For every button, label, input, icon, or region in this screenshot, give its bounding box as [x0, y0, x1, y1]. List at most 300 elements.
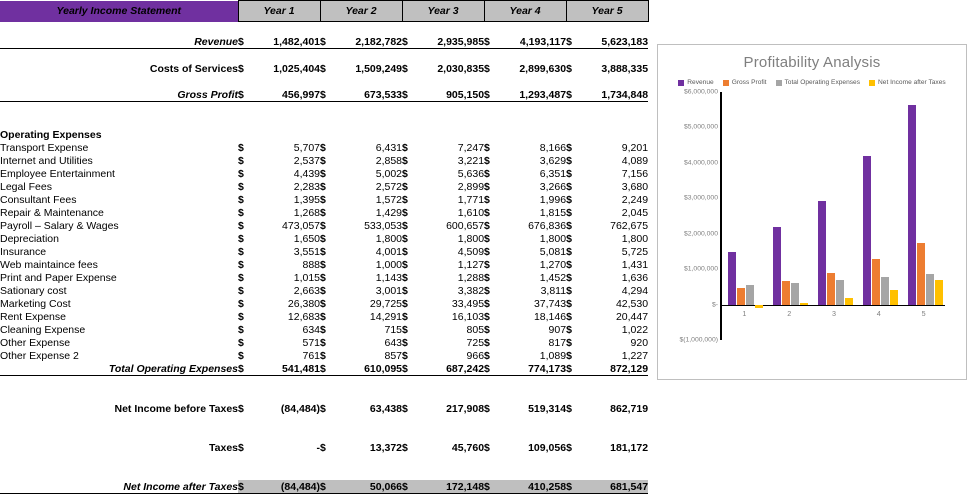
statement-value: 4,193,117 [498, 35, 566, 49]
bar-4-series-0 [863, 156, 871, 305]
statement-value: 410,258 [498, 480, 566, 494]
currency-symbol: $ [566, 141, 572, 154]
bar-group-2 [769, 92, 809, 340]
bar-2-series-1 [782, 281, 790, 305]
statement-value: 3,266 [539, 180, 567, 193]
currency-symbol: $ [320, 35, 334, 49]
statement-value: 805 [466, 323, 485, 336]
legend-item-3 [869, 79, 946, 86]
statement-value: 456,997 [252, 88, 320, 102]
row-expense-10 [0, 271, 648, 284]
row-expense-14 [0, 323, 648, 336]
currency-symbol: $ [238, 193, 244, 206]
statement-value: 2,045 [621, 206, 649, 219]
row-label: Web maintaince fees [0, 258, 98, 271]
statement-value: 966 [466, 349, 485, 362]
x-tick-label: 1 [742, 308, 747, 318]
statement-value: 3,629 [539, 154, 567, 167]
currency-symbol: $ [402, 167, 408, 180]
statement-value: 1,452 [539, 271, 567, 284]
row-label: Rent Expense [0, 310, 66, 323]
statement-value: 2,537 [293, 154, 321, 167]
statement-value: 1,000 [375, 258, 403, 271]
currency-symbol: $ [238, 323, 244, 336]
row-label: Total Operating Expenses [0, 362, 238, 376]
row-expense-9 [0, 258, 648, 271]
row-label: Other Expense 2 [0, 349, 79, 362]
currency-symbol: $ [566, 284, 572, 297]
statement-value: 907 [548, 323, 567, 336]
currency-symbol: $ [484, 480, 498, 494]
currency-symbol: $ [402, 141, 408, 154]
profitability-chart-panel [657, 44, 967, 380]
currency-symbol: $ [484, 271, 490, 284]
bar-5-series-3 [935, 280, 943, 304]
statement-value: 7,247 [457, 141, 485, 154]
currency-symbol: $ [238, 141, 244, 154]
currency-symbol: $ [566, 62, 572, 75]
currency-symbol: $ [402, 88, 416, 102]
currency-symbol: $ [238, 219, 244, 232]
x-tick-label: 2 [787, 308, 792, 318]
currency-symbol: $ [484, 323, 490, 336]
currency-symbol: $ [566, 402, 572, 415]
row-label: Net Income before Taxes [114, 402, 238, 415]
row-label: Other Expense [0, 336, 71, 349]
statement-value: 1,025,404 [273, 62, 321, 75]
statement-value: 1,431 [621, 258, 649, 271]
y-tick-label: $2,000,000 [683, 230, 718, 238]
currency-symbol: $ [566, 441, 572, 454]
row-operating-expenses-header [0, 128, 648, 141]
currency-symbol: $ [402, 258, 408, 271]
year-header-1[interactable]: Year 1 [238, 1, 320, 22]
statement-value: 715 [384, 323, 403, 336]
statement-value: 1,800 [539, 232, 567, 245]
statement-value: 673,533 [334, 88, 402, 102]
currency-symbol: $ [484, 141, 490, 154]
currency-symbol: $ [238, 480, 252, 494]
statement-value: 3,811 [540, 284, 567, 297]
chart-plot-area [658, 88, 966, 347]
chart-x-axis-labels [722, 309, 946, 318]
currency-symbol: $ [238, 154, 244, 167]
bar-2-series-3 [800, 303, 808, 305]
statement-value: 1,089 [539, 349, 567, 362]
statement-value: 172,148 [416, 480, 484, 494]
statement-value: 519,314 [528, 402, 567, 415]
statement-value: 42,530 [615, 297, 649, 310]
statement-value: 725 [466, 336, 485, 349]
statement-value: 4,001 [375, 245, 403, 258]
statement-value: 762,675 [610, 219, 649, 232]
row-label: Depreciation [0, 232, 59, 245]
statement-value: 1,227 [621, 349, 649, 362]
statement-value: 1,734,848 [580, 88, 648, 102]
statement-value: 13,372 [369, 441, 403, 454]
statement-value: 610,095 [334, 362, 402, 376]
y-tick-label: $3,000,000 [683, 194, 718, 202]
statement-value: 16,103 [451, 310, 485, 323]
y-tick-label: $(1,000,000) [679, 336, 718, 344]
currency-symbol: $ [402, 297, 408, 310]
currency-symbol: $ [238, 271, 244, 284]
y-tick-label: $6,000,000 [683, 88, 718, 96]
row-label: Print and Paper Expense [0, 271, 117, 284]
currency-symbol: $ [484, 62, 490, 75]
currency-symbol: $ [484, 336, 490, 349]
statement-value: 1,815 [539, 206, 567, 219]
currency-symbol: $ [402, 336, 408, 349]
y-tick-label: $4,000,000 [683, 159, 718, 167]
page-title: Yearly Income Statement [0, 1, 238, 22]
currency-symbol: $ [320, 219, 326, 232]
statement-value: (84,484) [252, 480, 320, 494]
currency-symbol: $ [320, 167, 326, 180]
legend-label: Net Income after Taxes [878, 79, 946, 86]
legend-swatch [723, 80, 729, 86]
year-header-5[interactable]: Year 5 [566, 1, 648, 22]
statement-value: 1,572 [375, 193, 403, 206]
section-heading: Operating Expenses [0, 128, 102, 141]
x-tick-label: 4 [876, 308, 881, 318]
bar-2-series-2 [791, 283, 799, 305]
statement-value: 3,680 [621, 180, 649, 193]
y-tick-label: $5,000,000 [683, 123, 718, 131]
statement-value: 1,429 [375, 206, 403, 219]
spacer [0, 22, 648, 36]
row-label: Insurance [0, 245, 47, 258]
statement-value: 533,053 [364, 219, 403, 232]
currency-symbol: $ [238, 88, 252, 102]
statement-value: 1,800 [621, 232, 649, 245]
statement-header-row [0, 1, 648, 22]
row-expense-7 [0, 232, 648, 245]
currency-symbol: $ [320, 154, 326, 167]
statement-value: 5,081 [539, 245, 567, 258]
statement-value: 3,221 [457, 154, 485, 167]
row-label: Cleaning Expense [0, 323, 86, 336]
currency-symbol: $ [566, 245, 572, 258]
bar-3-series-2 [836, 280, 844, 304]
statement-value: 1,395 [293, 193, 321, 206]
y-tick-label: $1,000,000 [683, 265, 718, 273]
currency-symbol: $ [238, 180, 244, 193]
statement-value: (84,484) [280, 402, 321, 415]
statement-value: 600,657 [446, 219, 485, 232]
statement-value: 20,447 [615, 310, 649, 323]
currency-symbol: $ [566, 180, 572, 193]
currency-symbol: $ [402, 284, 408, 297]
statement-value: 920 [630, 336, 649, 349]
bar-4-series-3 [890, 290, 898, 305]
statement-value: 1,800 [375, 232, 403, 245]
currency-symbol: $ [320, 62, 326, 75]
statement-value: 2,249 [621, 193, 649, 206]
currency-symbol: $ [566, 480, 580, 494]
row-revenue [0, 35, 648, 49]
currency-symbol: $ [484, 193, 490, 206]
statement-value: 5,623,183 [580, 35, 648, 49]
x-tick-label: 5 [921, 308, 926, 318]
bar-4-series-1 [872, 259, 880, 305]
row-total-operating-expenses [0, 362, 648, 376]
currency-symbol: $ [320, 349, 326, 362]
currency-symbol: $ [320, 245, 326, 258]
currency-symbol: $ [484, 402, 490, 415]
statement-value: 817 [548, 336, 567, 349]
statement-value: 1,509,249 [355, 62, 403, 75]
bar-1-series-0 [728, 252, 736, 305]
statement-value: 857 [384, 349, 403, 362]
legend-label: Gross Profit [731, 79, 767, 86]
row-expense-13 [0, 310, 648, 323]
currency-symbol: $ [484, 297, 490, 310]
currency-symbol: $ [484, 206, 490, 219]
statement-value: 4,509 [457, 245, 485, 258]
currency-symbol: $ [238, 232, 244, 245]
currency-symbol: $ [402, 441, 408, 454]
row-expense-2 [0, 167, 648, 180]
statement-value: 1,015 [293, 271, 321, 284]
currency-symbol: $ [238, 297, 244, 310]
statement-value: 4,439 [293, 167, 321, 180]
statement-value: 45,760 [451, 441, 485, 454]
statement-value: 5,725 [621, 245, 649, 258]
statement-value: 18,146 [533, 310, 567, 323]
statement-value: 774,173 [498, 362, 566, 376]
row-label: Taxes [209, 441, 238, 454]
currency-symbol: $ [484, 154, 490, 167]
statement-value: 6,431 [375, 141, 403, 154]
statement-value: 687,242 [416, 362, 484, 376]
statement-value: 2,030,835 [437, 62, 485, 75]
currency-symbol: $ [566, 258, 572, 271]
row-gross-profit [0, 88, 648, 102]
currency-symbol: $ [566, 362, 580, 376]
bar-group-4 [859, 92, 899, 340]
chart-bar-groups [722, 92, 946, 340]
statement-value: 541,481 [252, 362, 320, 376]
row-label: Revenue [0, 35, 238, 49]
statement-value: 1,293,487 [498, 88, 566, 102]
currency-symbol: $ [402, 180, 408, 193]
legend-swatch [678, 80, 684, 86]
currency-symbol: $ [320, 284, 326, 297]
currency-symbol: $ [566, 310, 572, 323]
row-expense-12 [0, 297, 648, 310]
statement-value: 905,150 [416, 88, 484, 102]
statement-value: 1,800 [457, 232, 485, 245]
currency-symbol: $ [238, 362, 252, 376]
row-expense-5 [0, 206, 648, 219]
currency-symbol: $ [320, 323, 326, 336]
row-taxes [0, 441, 648, 454]
statement-value: 5,002 [375, 167, 403, 180]
legend-item-0 [678, 79, 713, 86]
currency-symbol: $ [402, 62, 408, 75]
statement-value: 29,725 [369, 297, 403, 310]
chart-y-axis-labels [660, 88, 718, 347]
statement-value: 1,143 [375, 271, 403, 284]
statement-value: 2,899 [457, 180, 485, 193]
statement-value: 872,129 [580, 362, 648, 376]
legend-item-2 [776, 79, 861, 86]
statement-value: 217,908 [446, 402, 485, 415]
currency-symbol: $ [566, 206, 572, 219]
currency-symbol: $ [402, 219, 408, 232]
row-expense-3 [0, 180, 648, 193]
statement-value: 681,547 [580, 480, 648, 494]
statement-value: 50,066 [334, 480, 402, 494]
statement-value: 1,022 [621, 323, 649, 336]
bar-group-5 [904, 92, 944, 340]
statement-value: 1,996 [539, 193, 567, 206]
currency-symbol: $ [484, 310, 490, 323]
statement-value: 9,201 [621, 141, 649, 154]
statement-value: 2,858 [375, 154, 403, 167]
currency-symbol: $ [402, 402, 408, 415]
bar-3-series-3 [845, 298, 853, 304]
currency-symbol: $ [320, 193, 326, 206]
currency-symbol: $ [402, 206, 408, 219]
bar-4-series-2 [881, 277, 889, 304]
statement-value: 1,482,401 [252, 35, 320, 49]
legend-item-1 [723, 79, 767, 86]
currency-symbol: $ [566, 297, 572, 310]
statement-value: 4,089 [621, 154, 649, 167]
statement-value: 3,888,335 [601, 62, 649, 75]
currency-symbol: $ [320, 232, 326, 245]
currency-symbol: $ [484, 284, 490, 297]
row-label: Legal Fees [0, 180, 52, 193]
statement-value: 1,771 [457, 193, 485, 206]
statement-value: 37,743 [533, 297, 567, 310]
currency-symbol: $ [402, 35, 416, 49]
currency-symbol: $ [484, 441, 490, 454]
statement-value: 4,294 [621, 284, 649, 297]
currency-symbol: $ [484, 167, 490, 180]
row-expense-0 [0, 141, 648, 154]
year-header-3[interactable]: Year 3 [402, 1, 484, 22]
currency-symbol: $ [484, 362, 498, 376]
row-costs-of-services [0, 62, 648, 75]
currency-symbol: $ [238, 206, 244, 219]
statement-value: 634 [302, 323, 321, 336]
currency-symbol: $ [566, 336, 572, 349]
statement-value: 1,268 [293, 206, 321, 219]
legend-label: Total Operating Expenses [784, 79, 861, 86]
currency-symbol: $ [402, 480, 416, 494]
currency-symbol: $ [484, 35, 498, 49]
statement-value: 2,283 [293, 180, 321, 193]
row-label: Payroll – Salary & Wages [0, 219, 119, 232]
row-label: Consultant Fees [0, 193, 77, 206]
currency-symbol: $ [484, 232, 490, 245]
legend-label: Revenue [687, 79, 714, 86]
currency-symbol: $ [402, 362, 416, 376]
currency-symbol: $ [484, 219, 490, 232]
bar-group-3 [814, 92, 854, 340]
currency-symbol: $ [320, 206, 326, 219]
currency-symbol: $ [238, 402, 244, 415]
statement-value: 1,270 [539, 258, 567, 271]
statement-value: 1,288 [457, 271, 485, 284]
statement-value: 473,057 [282, 219, 321, 232]
currency-symbol: $ [320, 310, 326, 323]
row-expense-15 [0, 336, 648, 349]
statement-value: 2,663 [293, 284, 321, 297]
bar-5-series-0 [908, 105, 916, 304]
currency-symbol: $ [566, 219, 572, 232]
currency-symbol: $ [566, 154, 572, 167]
currency-symbol: $ [402, 154, 408, 167]
currency-symbol: $ [484, 349, 490, 362]
statement-value: 676,836 [528, 219, 567, 232]
bar-1-series-3 [755, 305, 763, 308]
currency-symbol: $ [566, 323, 572, 336]
statement-value: 33,495 [451, 297, 485, 310]
currency-symbol: $ [402, 193, 408, 206]
currency-symbol: $ [238, 441, 244, 454]
statement-value: 2,899,630 [519, 62, 567, 75]
statement-value: 63,438 [369, 402, 403, 415]
currency-symbol: $ [238, 35, 252, 49]
statement-value: 1,636 [621, 271, 649, 284]
statement-value: - [316, 441, 321, 454]
bar-3-series-0 [818, 201, 826, 305]
statement-value: 2,572 [375, 180, 403, 193]
legend-swatch [776, 80, 782, 86]
statement-value: 1,127 [457, 258, 485, 271]
year-header-2[interactable]: Year 2 [320, 1, 402, 22]
currency-symbol: $ [566, 193, 572, 206]
statement-value: 8,166 [539, 141, 567, 154]
year-header-4[interactable]: Year 4 [484, 1, 566, 22]
currency-symbol: $ [566, 88, 580, 102]
row-label: Sationary cost [0, 284, 67, 297]
currency-symbol: $ [566, 167, 572, 180]
statement-value: 12,683 [287, 310, 321, 323]
currency-symbol: $ [402, 232, 408, 245]
statement-value: 181,172 [610, 441, 649, 454]
currency-symbol: $ [566, 232, 572, 245]
currency-symbol: $ [238, 167, 244, 180]
currency-symbol: $ [402, 310, 408, 323]
currency-symbol: $ [238, 349, 244, 362]
currency-symbol: $ [566, 349, 572, 362]
row-net-income-after-taxes [0, 480, 648, 494]
statement-value: 888 [302, 258, 321, 271]
statement-value: 643 [384, 336, 403, 349]
chart-legend [658, 79, 966, 86]
row-expense-11 [0, 284, 648, 297]
bar-5-series-2 [926, 274, 934, 305]
currency-symbol: $ [320, 336, 326, 349]
statement-value: 5,707 [293, 141, 321, 154]
currency-symbol: $ [402, 245, 408, 258]
currency-symbol: $ [402, 323, 408, 336]
row-expense-6 [0, 219, 648, 232]
statement-value: 1,610 [457, 206, 485, 219]
row-expense-16 [0, 349, 648, 362]
statement-value: 3,551 [293, 245, 321, 258]
currency-symbol: $ [238, 336, 244, 349]
currency-symbol: $ [402, 271, 408, 284]
currency-symbol: $ [320, 402, 326, 415]
bar-1-series-1 [737, 288, 745, 304]
currency-symbol: $ [238, 310, 244, 323]
